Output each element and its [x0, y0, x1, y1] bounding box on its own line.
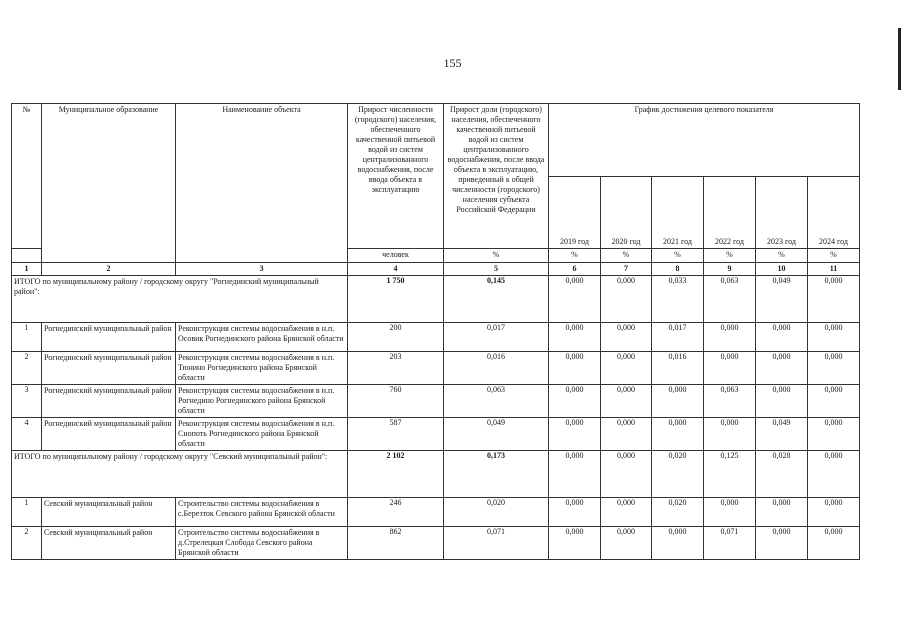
row-year-value-1: 0,000: [601, 527, 652, 560]
row-number: 2: [12, 352, 42, 385]
row-year-value-4: 0,028: [756, 451, 808, 498]
row-year-value-1: 0,000: [601, 385, 652, 418]
row-year-value-1: 0,000: [601, 498, 652, 527]
row-year-value-3: 0,063: [704, 276, 756, 323]
row-share-growth: 0,049: [444, 418, 549, 451]
row-population-growth: 587: [348, 418, 444, 451]
total-label: ИТОГО по муниципальному району / городскому округу "Севский муниципальный район":: [12, 451, 348, 498]
row-year-value-4: 0,000: [756, 323, 808, 352]
row-number: 4: [12, 418, 42, 451]
column-number-3: 3: [176, 263, 348, 276]
row-year-value-5: 0,000: [808, 451, 860, 498]
row-year-value-0: 0,000: [549, 323, 601, 352]
column-number-7: 7: [601, 263, 652, 276]
row-number: 2: [12, 527, 42, 560]
page-number: 155: [443, 56, 462, 70]
row-year-value-2: 0,000: [652, 527, 704, 560]
row-year-value-3: 0,000: [704, 498, 756, 527]
row-share-growth: 0,173: [444, 451, 549, 498]
row-year-value-0: 0,000: [549, 352, 601, 385]
row-year-value-5: 0,000: [808, 527, 860, 560]
row-municipality: Рогнединский муниципальный район: [42, 385, 176, 418]
row-municipality: Рогнединский муниципальный район: [42, 323, 176, 352]
header-no: №: [12, 104, 42, 249]
row-year-value-4: 0,049: [756, 418, 808, 451]
header-year-5: 2024 год: [808, 176, 860, 249]
row-year-value-3: 0,000: [704, 418, 756, 451]
row-year-value-1: 0,000: [601, 276, 652, 323]
row-year-value-0: 0,000: [549, 527, 601, 560]
row-year-value-2: 0,020: [652, 451, 704, 498]
header-year-1: 2020 год: [601, 176, 652, 249]
row-population-growth: 760: [348, 385, 444, 418]
header-object-name: Наименование объекта: [176, 104, 348, 263]
unit-year-4: %: [756, 249, 808, 263]
row-share-growth: 0,020: [444, 498, 549, 527]
row-year-value-2: 0,017: [652, 323, 704, 352]
table-row: [12, 323, 860, 352]
header-year-3: 2022 год: [704, 176, 756, 249]
row-year-value-2: 0,000: [652, 418, 704, 451]
row-share-growth: 0,016: [444, 352, 549, 385]
scan-edge-mark: [898, 28, 901, 90]
row-year-value-3: 0,125: [704, 451, 756, 498]
header-year-0: 2019 год: [549, 176, 601, 249]
row-year-value-0: 0,000: [549, 385, 601, 418]
table-row: [12, 498, 860, 527]
unit-year-5: %: [808, 249, 860, 263]
row-year-value-1: 0,000: [601, 323, 652, 352]
header-schedule: График достижения целевого показателя: [549, 104, 860, 177]
column-number-9: 9: [704, 263, 756, 276]
row-population-growth: 246: [348, 498, 444, 527]
row-year-value-2: 0,033: [652, 276, 704, 323]
column-number-8: 8: [652, 263, 704, 276]
table-row: [12, 418, 860, 451]
header-year-4: 2023 год: [756, 176, 808, 249]
table-row: [12, 385, 860, 418]
column-number-5: 5: [444, 263, 549, 276]
header-units-empty: [12, 249, 42, 263]
row-year-value-3: 0,063: [704, 385, 756, 418]
unit-people: человек: [348, 249, 444, 263]
row-year-value-5: 0,000: [808, 498, 860, 527]
row-population-growth: 200: [348, 323, 444, 352]
column-numbers-row: [12, 263, 860, 276]
row-year-value-4: 0,049: [756, 276, 808, 323]
row-population-growth: 1 750: [348, 276, 444, 323]
row-object-name: Реконструкция системы водоснабжения в н.п. Снопоть Рогнединского района Брянской области: [176, 418, 348, 451]
unit-percent: %: [444, 249, 549, 263]
row-population-growth: 203: [348, 352, 444, 385]
row-year-value-2: 0,020: [652, 498, 704, 527]
row-object-name: Реконструкция системы водоснабжения в н.п. Осовик Рогнединского района Брянской области: [176, 323, 348, 352]
column-number-11: 11: [808, 263, 860, 276]
row-year-value-3: 0,000: [704, 323, 756, 352]
column-number-6: 6: [549, 263, 601, 276]
row-year-value-3: 0,000: [704, 352, 756, 385]
row-year-value-5: 0,000: [808, 352, 860, 385]
total-label: ИТОГО по муниципальному району / городскому округу "Рогнединский муниципальный район":: [12, 276, 348, 323]
row-year-value-5: 0,000: [808, 323, 860, 352]
header-municipality: Муниципальное образование: [42, 104, 176, 263]
row-object-name: Реконструкция системы водоснабжения в н.п. Рогнедино Рогнединского района Брянской области: [176, 385, 348, 418]
row-municipality: Рогнединский муниципальный район: [42, 418, 176, 451]
row-number: 1: [12, 323, 42, 352]
row-year-value-2: 0,016: [652, 352, 704, 385]
row-year-value-0: 0,000: [549, 418, 601, 451]
unit-year-3: %: [704, 249, 756, 263]
row-year-value-5: 0,000: [808, 385, 860, 418]
row-year-value-4: 0,000: [756, 498, 808, 527]
row-year-value-4: 0,000: [756, 352, 808, 385]
row-population-growth: 862: [348, 527, 444, 560]
row-number: 3: [12, 385, 42, 418]
header-year-2: 2021 год: [652, 176, 704, 249]
header-share-growth: Прирост доли (городского) населения, обеспеченного качественной питьевой водой из систем централизованного водоснабжения, после ввода объекта в эксплуатацию, приведенный к общей численности (городского) населения субъекта Российской Федерации: [444, 104, 549, 249]
unit-year-2: %: [652, 249, 704, 263]
row-municipality: Рогнединский муниципальный район: [42, 352, 176, 385]
row-year-value-0: 0,000: [549, 276, 601, 323]
total-row: [12, 276, 860, 323]
row-year-value-3: 0,071: [704, 527, 756, 560]
row-share-growth: 0,063: [444, 385, 549, 418]
total-row: [12, 451, 860, 498]
row-year-value-1: 0,000: [601, 451, 652, 498]
row-year-value-4: 0,000: [756, 527, 808, 560]
table-row: [12, 352, 860, 385]
table-row: [12, 527, 860, 560]
row-year-value-1: 0,000: [601, 418, 652, 451]
row-year-value-5: 0,000: [808, 418, 860, 451]
column-number-1: 1: [12, 263, 42, 276]
row-object-name: Реконструкция системы водоснабжения в н.п. Тюнино Рогнединского района Брянской области: [176, 352, 348, 385]
row-share-growth: 0,145: [444, 276, 549, 323]
column-number-4: 4: [348, 263, 444, 276]
unit-year-1: %: [601, 249, 652, 263]
row-share-growth: 0,071: [444, 527, 549, 560]
row-municipality: Севский муниципальный район: [42, 527, 176, 560]
row-object-name: Строительство системы водоснабжения в с.Березток Севского района Брянской области: [176, 498, 348, 527]
row-year-value-4: 0,000: [756, 385, 808, 418]
header-row: [12, 104, 860, 177]
row-year-value-0: 0,000: [549, 451, 601, 498]
row-year-value-1: 0,000: [601, 352, 652, 385]
row-object-name: Строительство системы водоснабжения в д.Стрелецкая Слобода Севского района Брянской области: [176, 527, 348, 560]
column-number-2: 2: [42, 263, 176, 276]
row-municipality: Севский муниципальный район: [42, 498, 176, 527]
target-indicator-table: [11, 103, 860, 560]
row-population-growth: 2 102: [348, 451, 444, 498]
column-number-10: 10: [756, 263, 808, 276]
row-year-value-2: 0,000: [652, 385, 704, 418]
unit-year-0: %: [549, 249, 601, 263]
row-number: 1: [12, 498, 42, 527]
row-year-value-5: 0,000: [808, 276, 860, 323]
row-year-value-0: 0,000: [549, 498, 601, 527]
header-population-growth: Прирост численности (городского) населения, обеспеченного качественной питьевой водой из систем централизованного водоснабжения, после ввода объекта в эксплуатацию: [348, 104, 444, 249]
row-share-growth: 0,017: [444, 323, 549, 352]
